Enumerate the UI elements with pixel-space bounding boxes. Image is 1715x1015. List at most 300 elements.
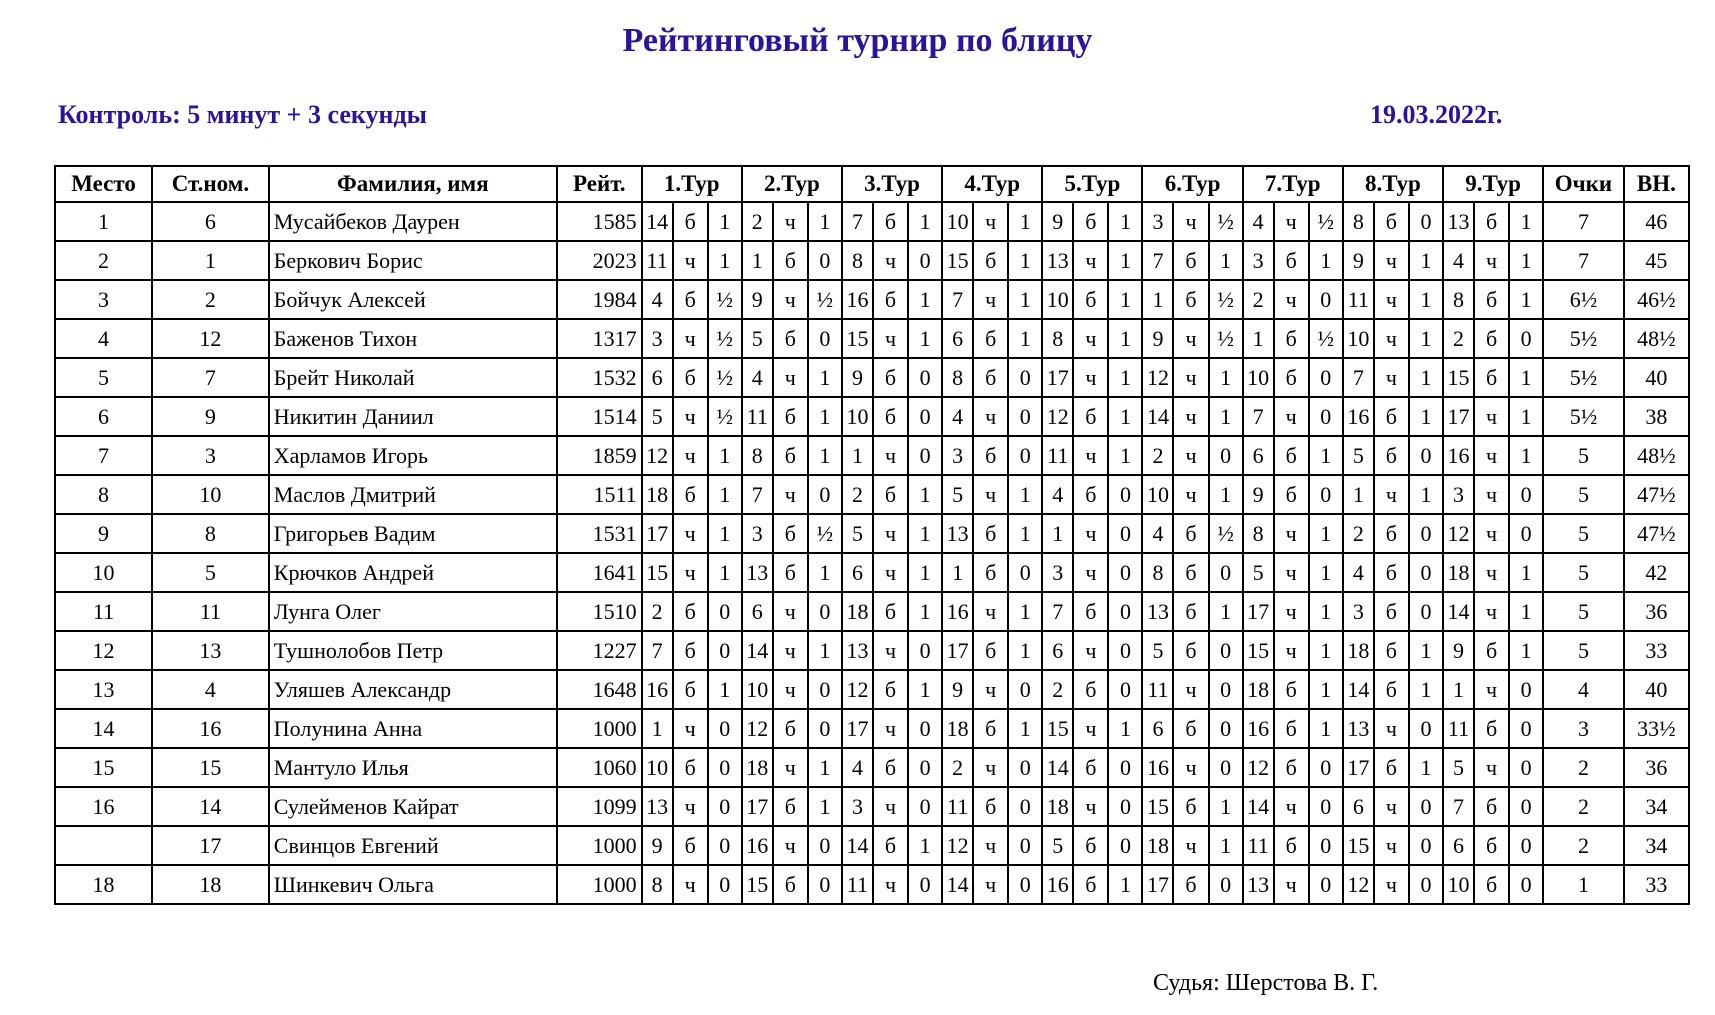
round-6-color-cell: б [1173,280,1208,319]
place-cell: 15 [55,748,152,787]
round-5-opponent-cell: 12 [1042,397,1073,436]
round-2-result-cell: 0 [808,709,842,748]
round-3-opponent-cell: 14 [842,826,873,865]
round-4-color-cell: б [973,787,1008,826]
round-9-opponent-cell: 16 [1443,436,1474,475]
round-5-result-cell: 0 [1108,631,1142,670]
round-6-result-cell: 0 [1209,553,1243,592]
round-7-opponent-cell: 9 [1243,475,1274,514]
round-9-color-cell: б [1474,319,1509,358]
header-name: Фамилия, имя [269,166,557,202]
round-3-opponent-cell: 16 [842,280,873,319]
player-name-cell: Бойчук Алексей [269,280,557,319]
round-8-result-cell: 0 [1409,592,1443,631]
header-place: Место [55,166,152,202]
round-2-color-cell: ч [773,826,808,865]
round-1-opponent-cell: 4 [642,280,673,319]
place-cell: 2 [55,241,152,280]
round-2-result-cell: 1 [808,358,842,397]
round-7-opponent-cell: 11 [1243,826,1274,865]
round-9-opponent-cell: 17 [1443,397,1474,436]
round-3-color-cell: ч [873,553,908,592]
round-9-result-cell: 0 [1509,787,1543,826]
round-3-color-cell: ч [873,436,908,475]
round-6-result-cell: 1 [1209,397,1243,436]
start-number-cell: 11 [152,592,269,631]
round-8-result-cell: 1 [1409,748,1443,787]
round-4-result-cell: 0 [1008,358,1042,397]
round-7-opponent-cell: 3 [1243,241,1274,280]
round-9-color-cell: б [1474,865,1509,904]
points-cell: 2 [1543,748,1624,787]
round-6-result-cell: 1 [1209,241,1243,280]
round-2-result-cell: 0 [808,865,842,904]
round-5-result-cell: 0 [1108,553,1142,592]
table-header-row [55,166,1689,202]
round-1-color-cell: ч [673,436,708,475]
round-1-result-cell: 0 [708,631,742,670]
round-1-result-cell: 1 [708,475,742,514]
round-8-result-cell: 0 [1409,787,1443,826]
player-name-cell: Харламов Игорь [269,436,557,475]
points-cell: 7 [1543,202,1624,241]
round-1-opponent-cell: 3 [642,319,673,358]
round-3-result-cell: 0 [908,436,942,475]
round-6-opponent-cell: 8 [1142,553,1173,592]
round-6-opponent-cell: 3 [1142,202,1173,241]
start-number-cell: 15 [152,748,269,787]
round-9-result-cell: 0 [1509,748,1543,787]
round-3-color-cell: б [873,397,908,436]
round-9-result-cell: 1 [1509,553,1543,592]
round-1-opponent-cell: 12 [642,436,673,475]
tiebreak-cell: 36 [1624,592,1689,631]
round-8-color-cell: ч [1374,280,1409,319]
round-8-result-cell: 0 [1409,436,1443,475]
round-5-opponent-cell: 10 [1042,280,1073,319]
round-3-color-cell: б [873,826,908,865]
round-9-opponent-cell: 4 [1443,241,1474,280]
round-1-result-cell: 0 [708,709,742,748]
round-6-result-cell: ½ [1209,319,1243,358]
round-9-opponent-cell: 7 [1443,787,1474,826]
table-row [55,514,1689,553]
round-9-opponent-cell: 14 [1443,592,1474,631]
round-8-opponent-cell: 10 [1343,319,1374,358]
round-2-color-cell: б [773,319,808,358]
round-4-opponent-cell: 10 [942,202,973,241]
rating-cell: 2023 [557,241,642,280]
round-9-result-cell: 0 [1509,319,1543,358]
rating-cell: 1648 [557,670,642,709]
round-9-opponent-cell: 5 [1443,748,1474,787]
round-7-opponent-cell: 8 [1243,514,1274,553]
round-1-opponent-cell: 7 [642,631,673,670]
round-2-result-cell: 1 [808,553,842,592]
round-3-opponent-cell: 3 [842,787,873,826]
time-control-label: Контроль: 5 минут + 3 секунды [58,100,427,129]
round-4-color-cell: ч [973,202,1008,241]
round-4-opponent-cell: 17 [942,631,973,670]
player-name-cell: Полунина Анна [269,709,557,748]
round-5-color-cell: б [1073,865,1108,904]
round-3-color-cell: ч [873,319,908,358]
round-5-color-cell: ч [1073,514,1108,553]
points-cell: 4 [1543,670,1624,709]
tiebreak-cell: 34 [1624,787,1689,826]
tiebreak-cell: 34 [1624,826,1689,865]
round-8-color-cell: ч [1374,826,1409,865]
round-4-color-cell: б [973,553,1008,592]
header-tiebreak: ВН. [1624,166,1689,202]
rating-cell: 1641 [557,553,642,592]
results-body [55,202,1689,904]
round-4-result-cell: 1 [1008,709,1042,748]
round-2-opponent-cell: 3 [742,514,773,553]
start-number-cell: 8 [152,514,269,553]
round-1-opponent-cell: 16 [642,670,673,709]
round-4-result-cell: 0 [1008,397,1042,436]
round-2-color-cell: ч [773,592,808,631]
round-8-result-cell: 1 [1409,241,1443,280]
round-3-result-cell: 1 [908,280,942,319]
round-6-result-cell: 0 [1209,631,1243,670]
round-3-opponent-cell: 2 [842,475,873,514]
header-round-7: 7.Тур [1243,166,1343,202]
round-7-opponent-cell: 5 [1243,553,1274,592]
round-1-color-cell: ч [673,241,708,280]
round-2-opponent-cell: 4 [742,358,773,397]
player-name-cell: Тушнолобов Петр [269,631,557,670]
round-6-color-cell: ч [1173,670,1208,709]
round-5-result-cell: 0 [1108,475,1142,514]
round-5-result-cell: 0 [1108,748,1142,787]
round-4-color-cell: б [973,358,1008,397]
round-2-opponent-cell: 7 [742,475,773,514]
round-1-result-cell: 0 [708,826,742,865]
points-cell: 5½ [1543,358,1624,397]
round-4-opponent-cell: 11 [942,787,973,826]
rating-cell: 1000 [557,865,642,904]
round-7-result-cell: 0 [1309,397,1343,436]
player-name-cell: Григорьев Вадим [269,514,557,553]
table-row [55,358,1689,397]
round-9-result-cell: 1 [1509,280,1543,319]
round-1-opponent-cell: 8 [642,865,673,904]
round-2-color-cell: б [773,709,808,748]
round-9-opponent-cell: 13 [1443,202,1474,241]
round-8-color-cell: б [1374,514,1409,553]
round-6-opponent-cell: 5 [1142,631,1173,670]
round-5-result-cell: 1 [1108,241,1142,280]
player-name-cell: Шинкевич Ольга [269,865,557,904]
table-row [55,592,1689,631]
round-7-opponent-cell: 4 [1243,202,1274,241]
tiebreak-cell: 40 [1624,358,1689,397]
round-7-color-cell: ч [1274,553,1309,592]
round-5-color-cell: ч [1073,553,1108,592]
table-row [55,709,1689,748]
points-cell: 6½ [1543,280,1624,319]
round-6-opponent-cell: 14 [1142,397,1173,436]
place-cell: 12 [55,631,152,670]
round-9-result-cell: 0 [1509,826,1543,865]
round-6-opponent-cell: 7 [1142,241,1173,280]
round-1-color-cell: ч [673,397,708,436]
round-6-color-cell: ч [1173,202,1208,241]
judge-signature-line: Судья: Шерстова В. Г. [1153,970,1379,996]
round-1-color-cell: ч [673,865,708,904]
tiebreak-cell: 33 [1624,865,1689,904]
round-4-opponent-cell: 8 [942,358,973,397]
place-cell: 16 [55,787,152,826]
round-6-opponent-cell: 18 [1142,826,1173,865]
round-2-color-cell: б [773,865,808,904]
round-7-color-cell: б [1274,436,1309,475]
round-8-color-cell: ч [1374,358,1409,397]
round-5-color-cell: б [1073,280,1108,319]
round-7-color-cell: б [1274,670,1309,709]
round-9-color-cell: ч [1474,748,1509,787]
round-9-color-cell: ч [1474,670,1509,709]
header-start-number: Ст.ном. [152,166,269,202]
round-9-opponent-cell: 18 [1443,553,1474,592]
round-5-color-cell: б [1073,475,1108,514]
round-3-result-cell: 0 [908,631,942,670]
round-5-result-cell: 0 [1108,592,1142,631]
round-3-result-cell: 1 [908,592,942,631]
round-1-result-cell: 1 [708,241,742,280]
round-9-result-cell: 0 [1509,670,1543,709]
round-4-result-cell: 0 [1008,553,1042,592]
round-3-color-cell: ч [873,709,908,748]
round-6-result-cell: ½ [1209,514,1243,553]
round-9-opponent-cell: 9 [1443,631,1474,670]
round-2-color-cell: б [773,787,808,826]
round-5-opponent-cell: 14 [1042,748,1073,787]
player-name-cell: Маслов Дмитрий [269,475,557,514]
round-6-result-cell: 0 [1209,748,1243,787]
round-4-color-cell: ч [973,280,1008,319]
round-8-opponent-cell: 12 [1343,865,1374,904]
round-6-opponent-cell: 12 [1142,358,1173,397]
round-7-color-cell: ч [1274,631,1309,670]
header-round-6: 6.Тур [1142,166,1242,202]
round-5-result-cell: 1 [1108,397,1142,436]
start-number-cell: 6 [152,202,269,241]
round-9-color-cell: ч [1474,397,1509,436]
round-7-opponent-cell: 17 [1243,592,1274,631]
round-4-opponent-cell: 1 [942,553,973,592]
round-7-opponent-cell: 12 [1243,748,1274,787]
round-6-color-cell: б [1173,631,1208,670]
points-cell: 5 [1543,592,1624,631]
round-2-color-cell: ч [773,748,808,787]
round-1-result-cell: 0 [708,787,742,826]
round-4-color-cell: б [973,631,1008,670]
player-name-cell: Брейт Николай [269,358,557,397]
round-2-color-cell: ч [773,202,808,241]
round-2-opponent-cell: 1 [742,241,773,280]
rating-cell: 1099 [557,787,642,826]
round-5-color-cell: б [1073,826,1108,865]
round-6-color-cell: б [1173,553,1208,592]
round-4-result-cell: 1 [1008,280,1042,319]
points-cell: 5 [1543,436,1624,475]
round-9-opponent-cell: 6 [1443,826,1474,865]
round-1-color-cell: б [673,748,708,787]
round-3-opponent-cell: 6 [842,553,873,592]
round-7-result-cell: 0 [1309,475,1343,514]
round-8-color-cell: ч [1374,709,1409,748]
table-row [55,670,1689,709]
page-title: Рейтинговый турнир по блицу [622,22,1093,59]
round-7-opponent-cell: 13 [1243,865,1274,904]
round-8-opponent-cell: 15 [1343,826,1374,865]
round-4-color-cell: ч [973,592,1008,631]
rating-cell: 1060 [557,748,642,787]
round-7-opponent-cell: 6 [1243,436,1274,475]
tiebreak-cell: 38 [1624,397,1689,436]
round-8-result-cell: 1 [1409,397,1443,436]
tiebreak-cell: 45 [1624,241,1689,280]
round-4-opponent-cell: 16 [942,592,973,631]
round-9-result-cell: 1 [1509,436,1543,475]
tiebreak-cell: 47½ [1624,514,1689,553]
round-5-opponent-cell: 6 [1042,631,1073,670]
round-9-color-cell: ч [1474,241,1509,280]
place-cell: 8 [55,475,152,514]
round-3-result-cell: 1 [908,826,942,865]
round-6-opponent-cell: 6 [1142,709,1173,748]
round-5-result-cell: 0 [1108,826,1142,865]
round-6-result-cell: 1 [1209,787,1243,826]
round-7-color-cell: ч [1274,865,1309,904]
round-1-result-cell: ½ [708,397,742,436]
round-8-result-cell: 0 [1409,514,1443,553]
round-6-opponent-cell: 4 [1142,514,1173,553]
round-7-color-cell: б [1274,241,1309,280]
round-2-opponent-cell: 18 [742,748,773,787]
round-8-opponent-cell: 5 [1343,436,1374,475]
round-1-result-cell: 1 [708,514,742,553]
table-row [55,202,1689,241]
round-2-color-cell: ч [773,280,808,319]
round-7-opponent-cell: 16 [1243,709,1274,748]
round-1-result-cell: ½ [708,280,742,319]
points-cell: 2 [1543,787,1624,826]
round-9-color-cell: ч [1474,592,1509,631]
round-3-opponent-cell: 4 [842,748,873,787]
round-7-result-cell: 1 [1309,709,1343,748]
round-8-color-cell: ч [1374,241,1409,280]
place-cell: 7 [55,436,152,475]
round-4-color-cell: ч [973,748,1008,787]
place-cell: 5 [55,358,152,397]
round-4-result-cell: 0 [1008,787,1042,826]
round-8-opponent-cell: 16 [1343,397,1374,436]
header-round-9: 9.Тур [1443,166,1543,202]
round-5-color-cell: ч [1073,709,1108,748]
round-4-result-cell: 1 [1008,592,1042,631]
round-1-result-cell: 1 [708,670,742,709]
round-8-result-cell: 0 [1409,709,1443,748]
round-8-opponent-cell: 3 [1343,592,1374,631]
round-5-opponent-cell: 4 [1042,475,1073,514]
round-4-color-cell: ч [973,397,1008,436]
round-6-result-cell: 0 [1209,436,1243,475]
round-2-opponent-cell: 6 [742,592,773,631]
round-1-opponent-cell: 13 [642,787,673,826]
round-9-opponent-cell: 11 [1443,709,1474,748]
place-cell: 1 [55,202,152,241]
round-4-result-cell: 1 [1008,514,1042,553]
round-7-color-cell: б [1274,319,1309,358]
round-5-color-cell: б [1073,397,1108,436]
round-7-color-cell: ч [1274,280,1309,319]
round-2-color-cell: б [773,436,808,475]
round-7-result-cell: 1 [1309,592,1343,631]
round-8-color-cell: б [1374,202,1409,241]
table-row [55,436,1689,475]
round-5-result-cell: 1 [1108,280,1142,319]
start-number-cell: 14 [152,787,269,826]
round-1-color-cell: ч [673,514,708,553]
table-row [55,319,1689,358]
round-3-result-cell: 1 [908,202,942,241]
round-1-opponent-cell: 1 [642,709,673,748]
start-number-cell: 18 [152,865,269,904]
round-6-opponent-cell: 1 [1142,280,1173,319]
round-3-color-cell: б [873,592,908,631]
round-7-color-cell: б [1274,748,1309,787]
round-6-color-cell: ч [1173,358,1208,397]
round-1-color-cell: б [673,202,708,241]
round-3-opponent-cell: 13 [842,631,873,670]
round-3-result-cell: 0 [908,241,942,280]
round-7-result-cell: 0 [1309,748,1343,787]
round-7-opponent-cell: 10 [1243,358,1274,397]
round-3-opponent-cell: 15 [842,319,873,358]
round-5-color-cell: б [1073,202,1108,241]
round-3-result-cell: 1 [908,670,942,709]
round-7-color-cell: ч [1274,202,1309,241]
start-number-cell: 7 [152,358,269,397]
round-6-opponent-cell: 10 [1142,475,1173,514]
round-3-opponent-cell: 8 [842,241,873,280]
round-8-result-cell: 1 [1409,475,1443,514]
round-8-opponent-cell: 18 [1343,631,1374,670]
round-4-color-cell: б [973,709,1008,748]
round-5-opponent-cell: 1 [1042,514,1073,553]
round-7-result-cell: 0 [1309,358,1343,397]
round-7-color-cell: ч [1274,397,1309,436]
round-2-result-cell: 0 [808,670,842,709]
round-8-opponent-cell: 13 [1343,709,1374,748]
round-3-result-cell: 1 [908,475,942,514]
round-3-opponent-cell: 10 [842,397,873,436]
round-6-color-cell: ч [1173,397,1208,436]
round-1-opponent-cell: 2 [642,592,673,631]
round-8-opponent-cell: 11 [1343,280,1374,319]
round-6-result-cell: 1 [1209,826,1243,865]
place-cell: 9 [55,514,152,553]
round-7-color-cell: б [1274,358,1309,397]
round-8-result-cell: 0 [1409,826,1443,865]
round-3-result-cell: 0 [908,709,942,748]
round-9-color-cell: ч [1474,514,1509,553]
header-round-4: 4.Тур [942,166,1042,202]
